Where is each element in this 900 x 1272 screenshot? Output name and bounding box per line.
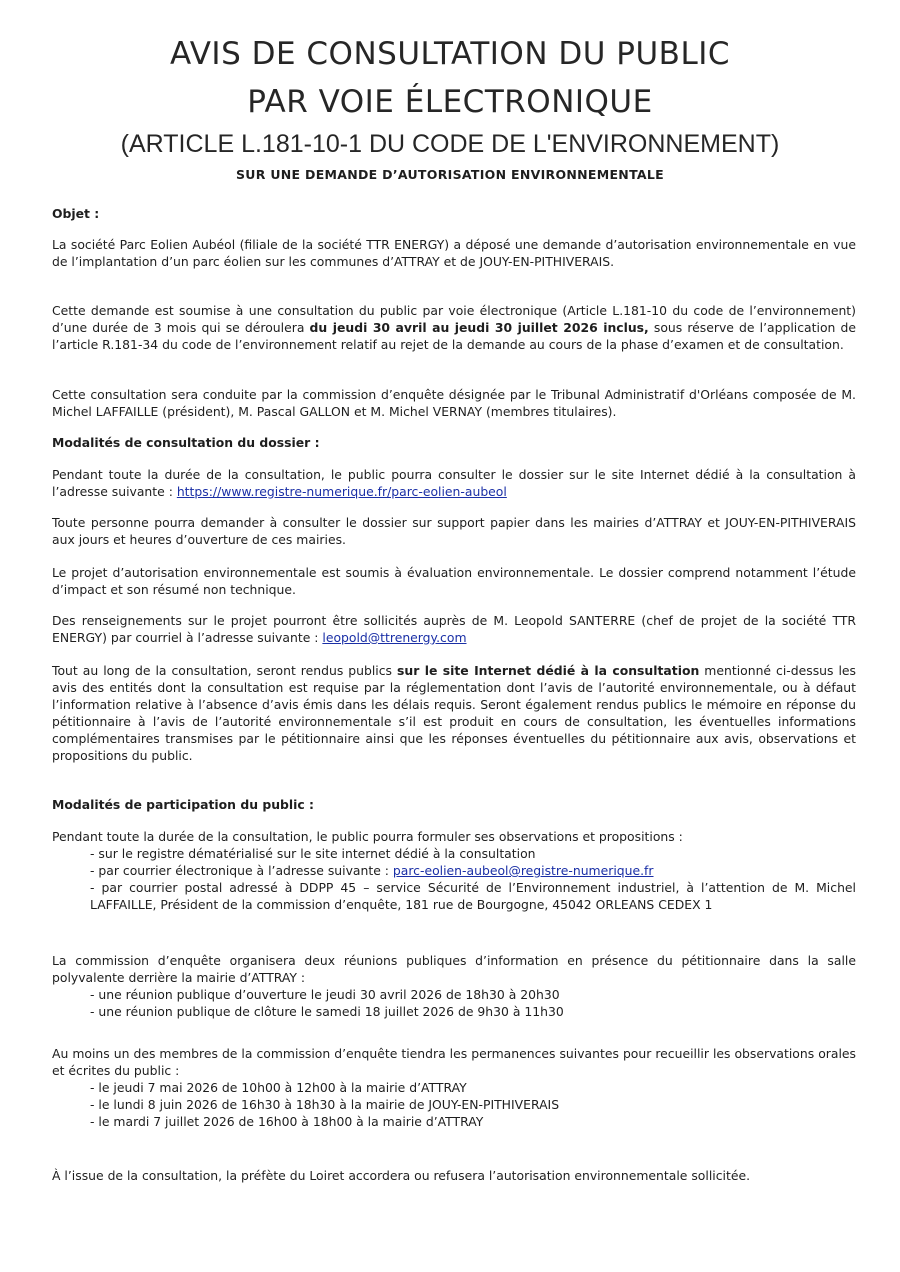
permanence-2: - le lundi 8 juin 2026 de 16h30 à 18h30 à la mairie de JOUY-EN-PITHIVERAIS: [90, 1097, 560, 1112]
objet-p1: [52, 236, 856, 270]
participation-item-email-text: - par courrier électronique à l’adresse suivante :: [90, 863, 393, 878]
consultation-paragraph-4: [52, 612, 856, 646]
consultation-paragraph-1: [52, 466, 856, 500]
consultation-p5: [52, 662, 856, 764]
participation-list: [52, 828, 856, 913]
page-subtitle: (ARTICLE L.181-10-1 DU CODE DE L'ENVIRONNEMENT): [120, 130, 780, 158]
reunions-intro: La commission d’enquête organisera deux réunions publiques d’information en présence du pétitionnaire dans la salle polyvalente derrière la mairie d’ATTRAY :: [52, 953, 856, 985]
permanence-3: - le mardi 7 juillet 2026 de 16h00 à 18h00 à la mairie d’ATTRAY: [90, 1114, 484, 1129]
consultation-paragraph-2: Toute personne pourra demander à consulter le dossier sur support papier dans les mairies d’ATTRAY et JOUY-EN-PITHIVERAIS aux jours et heures d’ouverture de ces mairies.: [52, 515, 856, 547]
participation-email-link[interactable]: parc-eolien-aubeol@registre-numerique.fr: [392, 863, 654, 878]
permanences-block: [52, 1045, 856, 1130]
participation-heading: Modalités de participation du public :: [52, 797, 314, 812]
objet-p2-dates: du jeudi 30 avril au jeudi 30 juillet 2026 inclus,: [309, 320, 649, 335]
objet-paragraph-3: Cette consultation sera conduite par la commission d’enquête désignée par le Tribunal Administratif d'Orléans composée de M. Michel LAFFAILLE (président), M. Pascal GALLON et M. Michel VERNAY (membres titulaires).: [52, 387, 856, 419]
consultation-p2: [52, 514, 856, 548]
page-title-line2: PAR VOIE ÉLECTRONIQUE: [247, 84, 653, 120]
reunion-cloture: - une réunion publique de clôture le samedi 18 juillet 2026 de 9h30 à 11h30: [90, 1004, 564, 1019]
registre-link[interactable]: https://www.registre-numerique.fr/parc-eolien-aubeol: [176, 484, 507, 499]
reunion-ouverture: - une réunion publique d’ouverture le jeudi 30 avril 2026 de 18h30 à 20h30: [90, 987, 560, 1002]
page-title-line1: AVIS DE CONSULTATION DU PUBLIC: [170, 36, 730, 72]
participation-item-email: [52, 862, 856, 879]
participation-item-postal: - par courrier postal adressé à DDPP 45 – service Sécurité de l’Environnement industriel, à l’attention de M. Michel LAFFAILLE, Président de la commission d’enquête, 181 rue de Bourgogne, 45042 ORLEANS CEDEX 1: [90, 880, 856, 912]
objet-section: [52, 205, 856, 222]
permanences-intro: Au moins un des membres de la commission d’enquête tiendra les permanences suivantes pour recueillir les observations orales et écrites du public :: [52, 1046, 856, 1078]
participation-intro: Pendant toute la durée de la consultation, le public pourra formuler ses observations et propositions :: [52, 829, 683, 844]
consultation-paragraph-3: Le projet d’autorisation environnementale est soumis à évaluation environnementale. Le dossier comprend notamment l’étude d’impact et son résumé non technique.: [52, 565, 856, 597]
conclusion-text: À l’issue de la consultation, la préfète du Loiret accordera ou refusera l’autorisation environnementale sollicitée.: [52, 1168, 751, 1183]
consultation-p3: [52, 564, 856, 598]
participation-section: [52, 796, 856, 813]
consultation-p4-text: Des renseignements sur le projet pourront être sollicités auprès de M. Leopold SANTERRE (chef de projet de la société TTR ENERGY) par courriel à l’adresse suivante :: [52, 613, 856, 645]
participation-item-registre: - sur le registre dématérialisé sur le site internet dédié à la consultation: [90, 846, 536, 861]
consultation-p5-bold: sur le site Internet dédié à la consultation: [397, 663, 700, 678]
objet-p2-text-b: sous réserve de l’application de l’article R.181-34 du code de l’environnement relatif au rejet de la demande au cours de la phase d’examen et de consultation.: [52, 320, 856, 352]
page-subsubtitle: SUR UNE DEMANDE D’AUTORISATION ENVIRONNEMENTALE: [235, 167, 664, 182]
objet-paragraph-1: La société Parc Eolien Aubéol (filiale de la société TTR ENERGY) a déposé une demande d’autorisation environnementale en vue de l’implantation d’un parc éolien sur les communes d’ATTRAY et de JOUY-EN-PITHIVERAIS.: [52, 237, 856, 269]
contact-email-link[interactable]: leopold@ttrenergy.com: [322, 630, 467, 645]
consultation-paragraph-5: [52, 662, 856, 764]
permanence-1: - le jeudi 7 mai 2026 de 10h00 à 12h00 à la mairie d’ATTRAY: [90, 1080, 467, 1095]
conclusion-block: [52, 1167, 856, 1184]
objet-p2-text-a: Cette demande est soumise à une consultation du public par voie électronique (Article L.181-10 du code de l’environnement) d’une durée de 3 mois qui se déroulera: [52, 303, 856, 335]
consultation-p4: [52, 612, 856, 646]
consultation-p1: [52, 466, 856, 500]
objet-p3: [52, 386, 856, 420]
consultation-heading: Modalités de consultation du dossier :: [52, 435, 320, 450]
objet-paragraph-2: [52, 302, 856, 353]
objet-p2: [52, 302, 856, 353]
consultation-p5-text-b: mentionné ci-dessus les avis des entités dont la consultation est requise par la réglementation dont l’avis de l’autorité environnementale, ou à défaut l’information relative à l’absence d’avis émis dans les délais requis. Seront également rendus publics le mémoire en réponse du pétitionnaire à l’avis de l’autorité environnementale s’il est produit en cours de consultation, les éventuelles informations complémentaires transmises par le pétitionnaire ainsi que les réponses éventuelles du pétitionnaire aux avis, observations et propositions du public.: [52, 663, 857, 763]
consultation-section: [52, 434, 856, 451]
consultation-p1-text: Pendant toute la durée de la consultation, le public pourra consulter le dossier sur le site Internet dédié à la consultation à l’adresse suivante :: [52, 467, 856, 499]
consultation-p5-text-a: Tout au long de la consultation, seront rendus publics: [52, 663, 398, 678]
objet-heading: Objet :: [52, 206, 100, 221]
reunions-block: [52, 952, 856, 1020]
